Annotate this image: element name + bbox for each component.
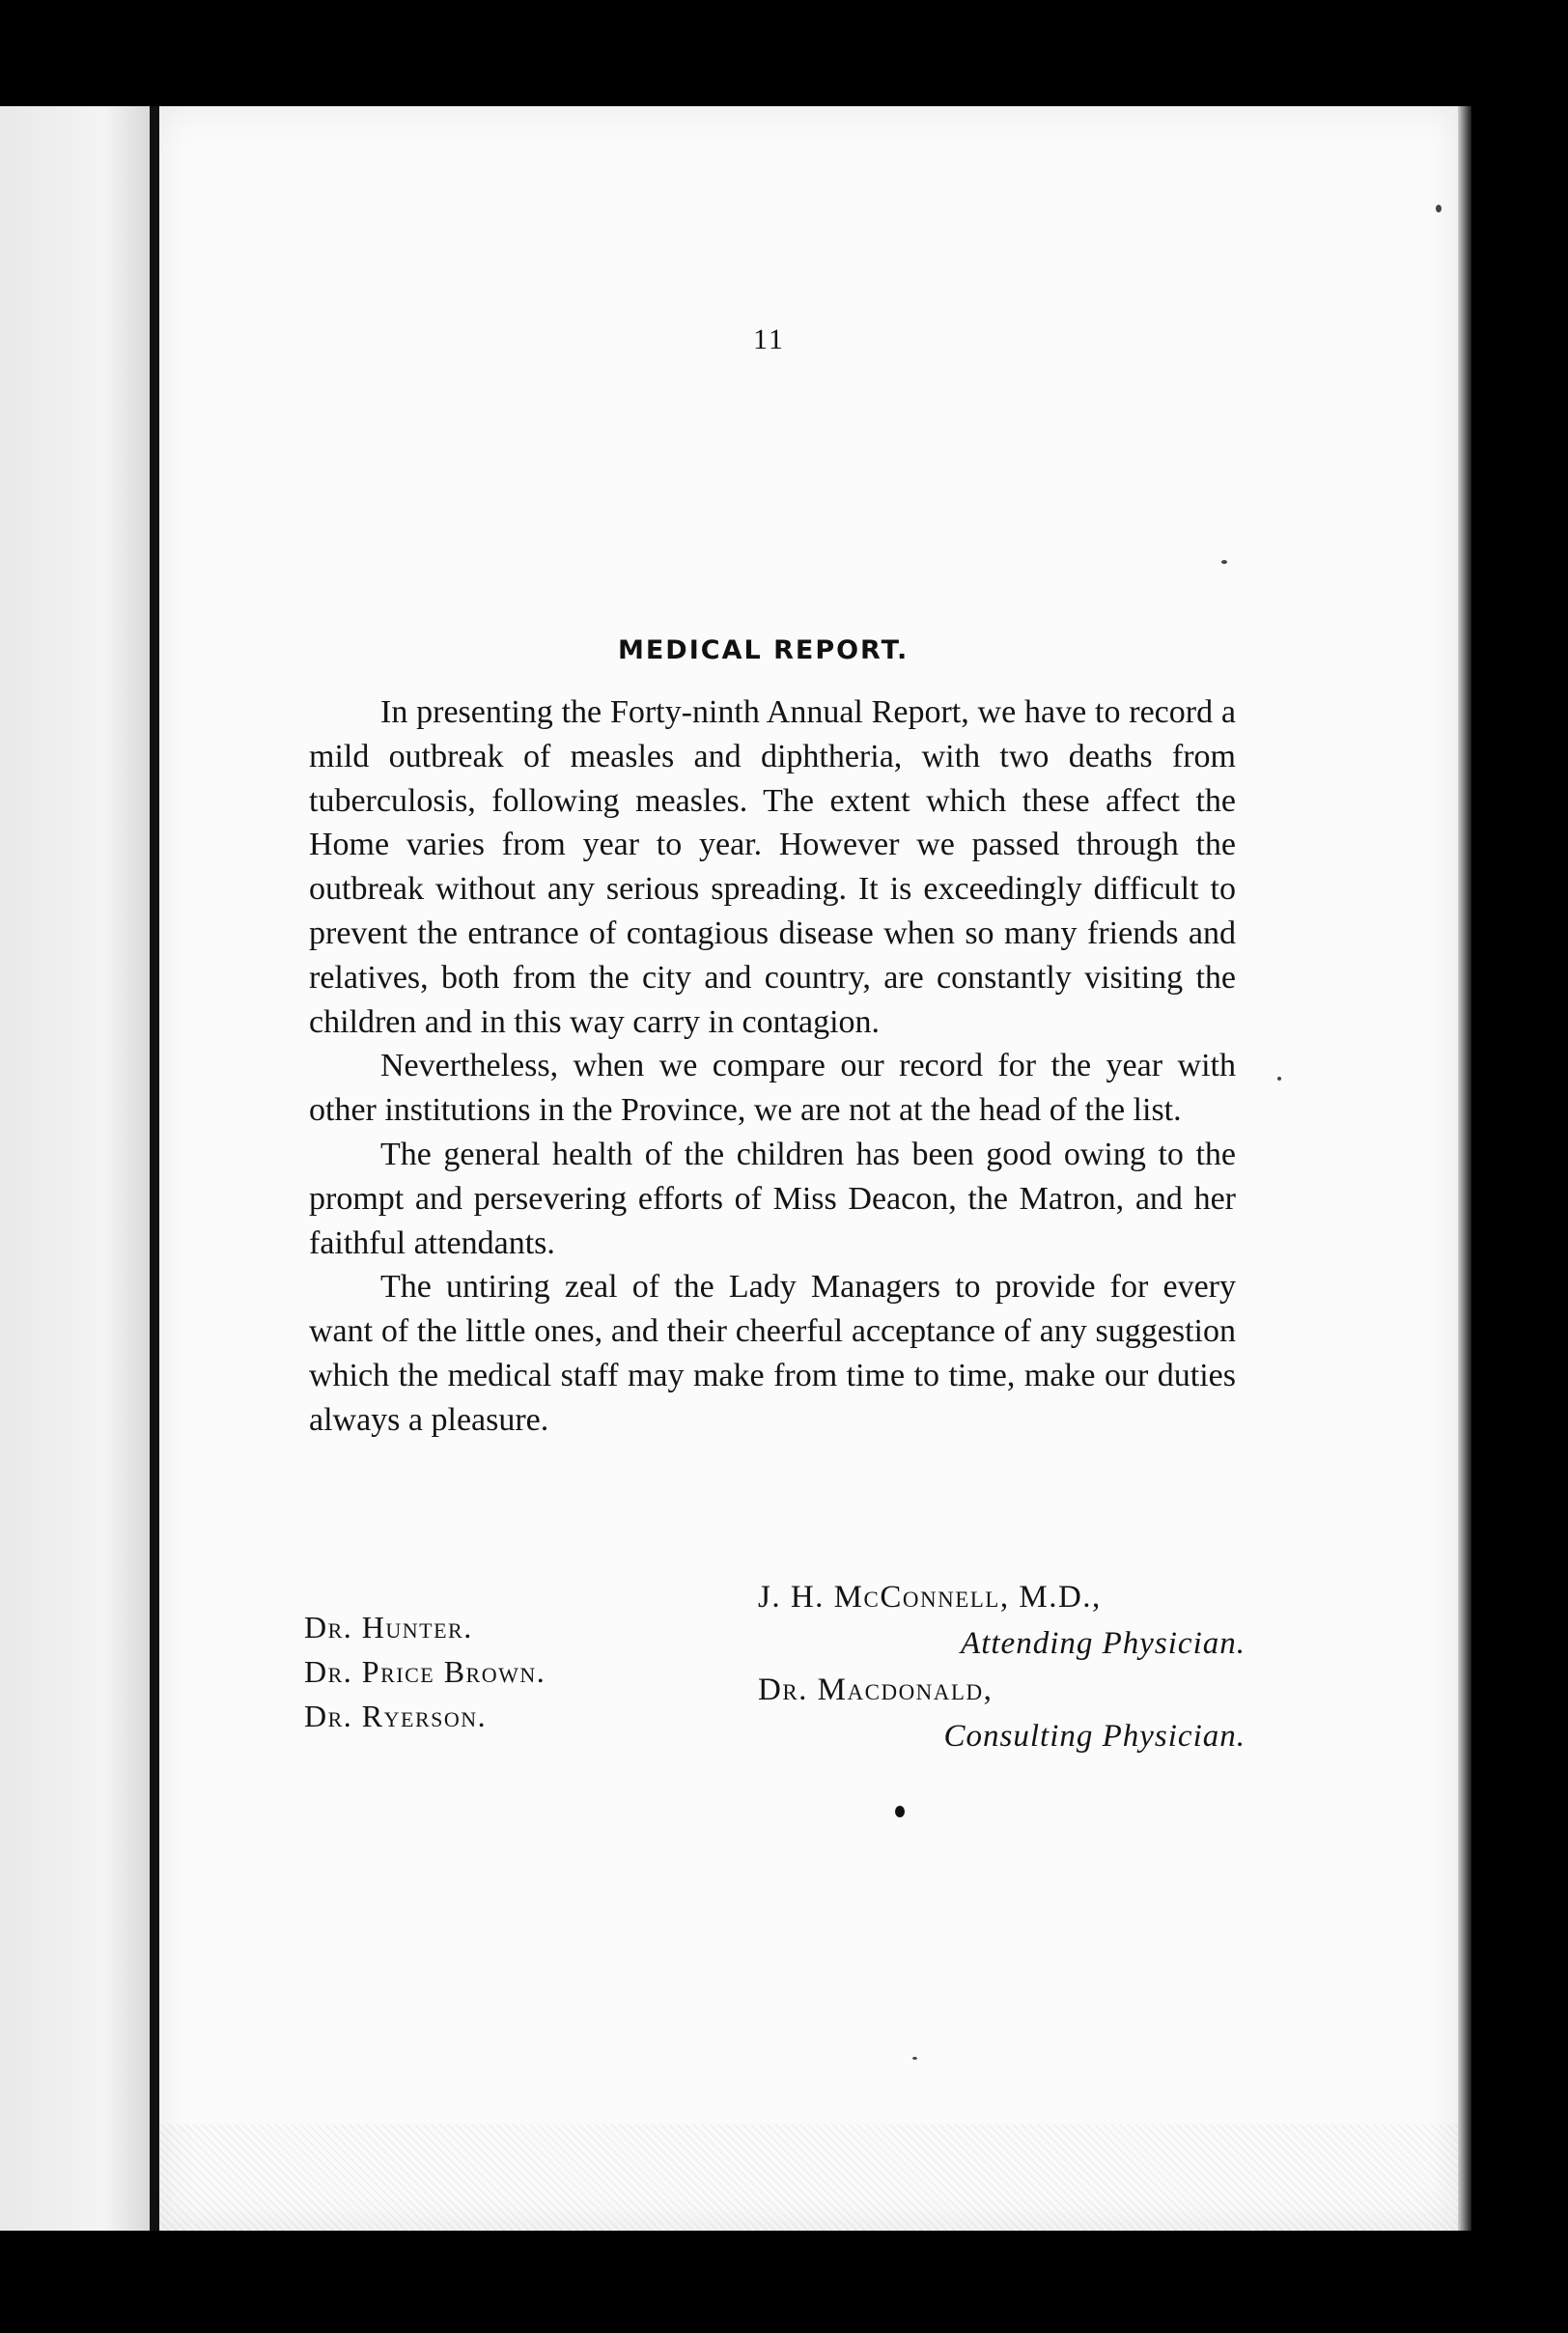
report-title: MEDICAL REPORT. bbox=[618, 635, 910, 665]
signatories-left bbox=[304, 1605, 546, 1738]
signatory-role: Consulting Physician. bbox=[943, 1719, 1246, 1754]
paragraph: The untiring zeal of the Lady Managers to provide for every want of the little ones, and their cheerful acceptance of any suggestion which the medical staff may make from time to time, make our duties always a pleasure. bbox=[309, 1269, 1236, 1438]
paragraph: In presenting the Forty-ninth Annual Report, we have to record a mild outbreak of measles and diphtheria, with two deaths from tuberculosis, following measles. The extent which these affect the Home varies from year to year. However we passed through the outbreak without any serious spreading. It is exceedingly difficult to prevent the entrance of contagious disease when so many friends and relatives, both from the city and country, are constantly visiting the children and in this way carry in contagion. bbox=[309, 694, 1236, 1040]
scan-speck bbox=[1221, 560, 1227, 564]
paper-texture bbox=[159, 2124, 1458, 2231]
signatory-role: Attending Physician. bbox=[961, 1626, 1246, 1661]
ink-dot bbox=[895, 1806, 905, 1817]
scan-speck bbox=[1436, 205, 1442, 212]
page-right-edge bbox=[1458, 106, 1471, 2231]
scan-speck bbox=[912, 2057, 917, 2060]
signatory-name: J. H. McConnell, M.D., bbox=[758, 1580, 1102, 1615]
signatory-name: Dr. Ryerson. bbox=[304, 1699, 488, 1733]
scan-speck bbox=[1277, 1077, 1281, 1081]
paragraph: The general health of the children has been good owing to the prompt and persevering efforts of Miss Deacon, the Matron, and her faithful attendants. bbox=[309, 1136, 1236, 1261]
signatory-name: Dr. Hunter. bbox=[304, 1610, 473, 1644]
paragraph: Nevertheless, when we compare our record for the year with other institutions in the Province, we are not at the head of the list. bbox=[309, 1048, 1236, 1129]
signatories-right bbox=[758, 1574, 1246, 1759]
facing-page-edge bbox=[0, 106, 150, 2231]
report-body bbox=[309, 690, 1236, 1443]
book-gutter bbox=[150, 106, 159, 2231]
signatory-name: Dr. Price Brown. bbox=[304, 1654, 546, 1689]
signatory-name: Dr. Macdonald, bbox=[758, 1672, 994, 1707]
page-number: 11 bbox=[753, 323, 785, 355]
document-page bbox=[159, 106, 1458, 2231]
